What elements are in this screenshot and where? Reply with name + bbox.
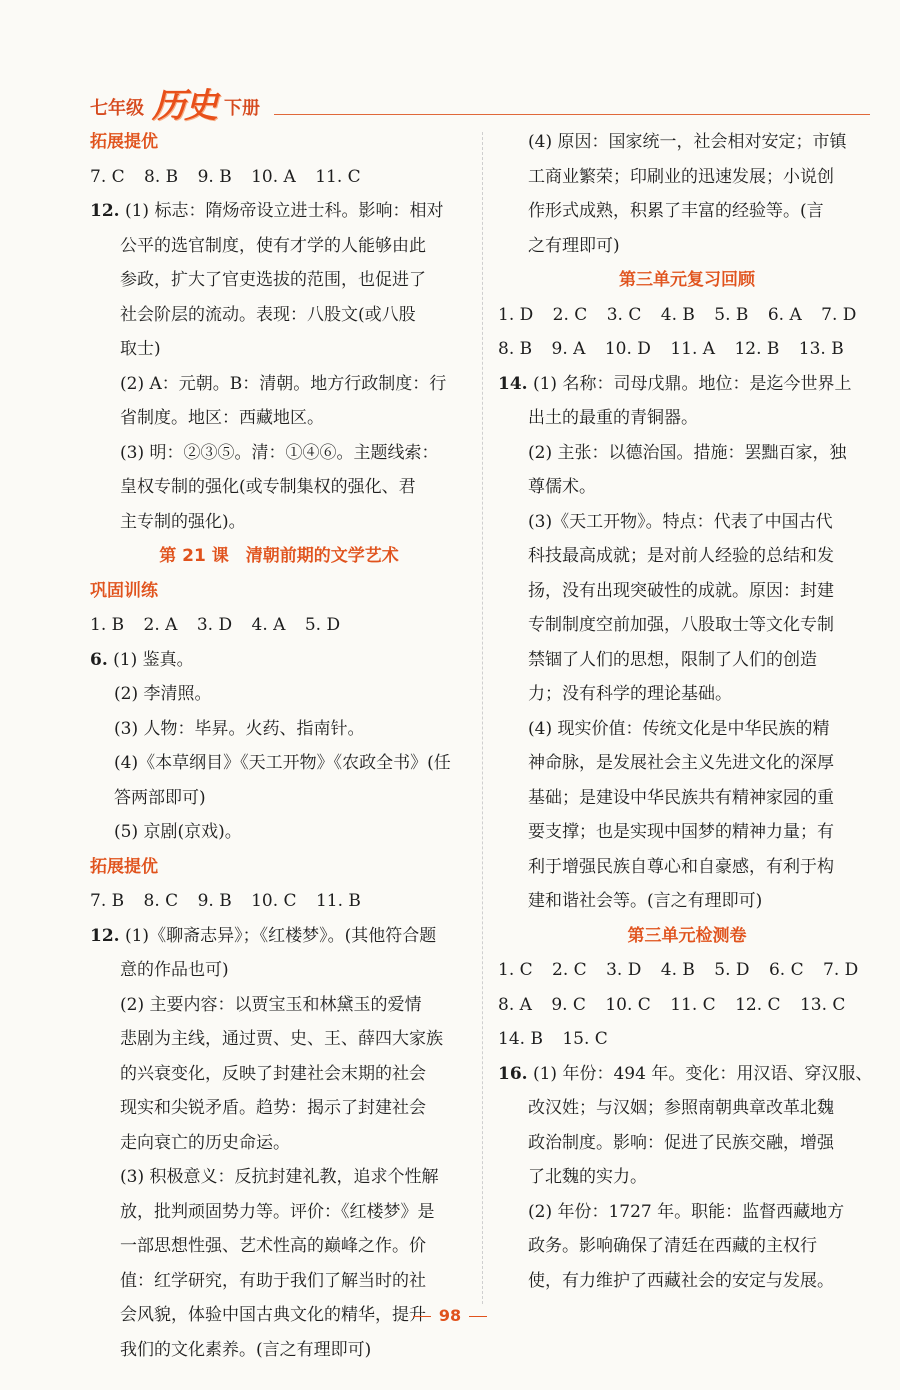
answer-text: (1) 鉴真。 [113, 649, 194, 670]
answer-item: 11. B [315, 891, 361, 911]
answer-line: 会风貌，体验中国古典文化的精华，提升 [120, 1305, 426, 1325]
answer-row [90, 160, 468, 195]
answer-item: 3. D [196, 615, 233, 635]
answer-line: 公平的选官制度，使有才学的人能够由此 [120, 235, 426, 256]
answer-row [498, 332, 876, 367]
answer-line: 省制度。地区：西藏地区。 [120, 408, 324, 428]
answer-line: (3) 人物：毕昇。火药、指南针。 [114, 718, 365, 739]
answer-line [90, 919, 468, 954]
answer-line: 基础；是建设中华民族共有精神家园的重 [528, 787, 834, 808]
answer-item: 1. C [498, 960, 533, 980]
answer-item: 11. C [315, 166, 361, 187]
answer-row [498, 953, 876, 988]
answer-line: (4) 现实价值：传统文化是中华民族的精 [528, 718, 830, 739]
answer-item: 2. A [143, 615, 178, 635]
answer-row [498, 1022, 876, 1057]
answer-line: 政务。影响确保了清廷在西藏的主权行 [528, 1236, 817, 1256]
answer-line: 我们的文化素养。(言之有理即可) [120, 1339, 372, 1360]
answer-line: (4) 原因：国家统一，社会相对安定；市镇 [528, 132, 847, 152]
answer-item: 7. D [823, 960, 859, 980]
answer-line: (2) 主要内容：以贾宝玉和林黛玉的爱情 [120, 994, 422, 1015]
answer-item: 10. C [605, 994, 651, 1015]
answer-line: (3)《天工开物》。特点：代表了中国古代 [528, 511, 833, 532]
answer-line: 神命脉，是发展社会主义先进文化的深厚 [528, 753, 834, 773]
answer-line: 扬，没有出现突破性的成就。原因：封建 [528, 580, 834, 601]
answer-item: 4. A [251, 615, 286, 635]
answer-line: (4)《本草纲目》《天工开物》《农政全书》(任 [114, 753, 451, 773]
section-title: 巩固训练 [90, 580, 158, 601]
answer-text: (1)《聊斋志异》；《红楼梦》。(其他符合题 [124, 925, 437, 946]
answer-line: 使，有力维护了西藏社会的安定与发展。 [528, 1270, 834, 1291]
footer-dash [413, 1316, 431, 1317]
answer-line: 意的作品也可) [120, 960, 229, 980]
answer-item: 8. B [498, 339, 533, 359]
answer-item: 7. D [821, 304, 857, 325]
answer-line: 答两部即可) [114, 787, 206, 808]
answer-text: (1) 名称：司母戊鼎。地位：是迄今世界上 [532, 373, 852, 394]
answer-line: 悲剧为主线，通过贾、史、王、薛四大家族 [120, 1029, 443, 1049]
header-rule [274, 114, 870, 115]
answer-line: 参政，扩大了官吏选拔的范围，也促进了 [120, 270, 426, 290]
answer-item: 5. D [714, 960, 750, 980]
section-title: 拓展提优 [90, 132, 158, 152]
answer-line: 出土的最重的青铜器。 [528, 408, 698, 428]
answer-item: 1. B [90, 615, 125, 635]
answer-line: 工商业繁荣；印刷业的迅速发展；小说创 [528, 166, 834, 187]
answer-item: 15. C [562, 1029, 608, 1049]
volume-label: 下册 [224, 98, 260, 119]
answer-line: (5) 京剧(京戏)。 [114, 822, 242, 842]
question-number: 12. [90, 925, 120, 946]
answer-item: 10. D [604, 339, 651, 359]
answer-item: 11. A [670, 339, 716, 359]
answer-item: 3. C [606, 304, 642, 325]
answer-line: (2) 年份：1727 年。职能：监督西藏地方 [528, 1201, 845, 1222]
answer-item: 5. B [714, 304, 749, 325]
answer-item: 4. B [660, 304, 695, 325]
answer-row [498, 988, 876, 1023]
answer-item: 10. C [251, 891, 297, 911]
answer-line: 政治制度。影响：促进了民族交融，增强 [528, 1132, 834, 1153]
answer-line: 作形式成熟，积累了丰富的经验等。(言 [528, 201, 824, 221]
grade-label: 七年级 [90, 98, 144, 119]
answer-line: (2) A：元朝。B：清朝。地方行政制度：行 [120, 373, 447, 394]
answer-item: 14. B [498, 1029, 543, 1049]
question-number: 12. [90, 201, 120, 221]
answer-item: 13. C [799, 994, 846, 1015]
answer-line: 现实和尖锐矛盾。趋势：揭示了封建社会 [120, 1098, 426, 1118]
answer-line: 一部思想性强、艺术性高的巅峰之作。价 [120, 1236, 426, 1256]
section-title: 拓展提优 [90, 856, 158, 877]
answer-line [498, 1057, 876, 1092]
answer-item: 8. B [144, 166, 179, 187]
answer-line: 专制制度空前加强，八股取士等文化专制 [528, 615, 834, 635]
answer-item: 12. C [735, 994, 781, 1015]
right-column [498, 125, 876, 1298]
answer-item: 2. C [552, 304, 588, 325]
question-number: 16. [498, 1063, 528, 1084]
unit-review-title: 第三单元复习回顾 [619, 270, 755, 290]
answer-line: 科技最高成就；是对前人经验的总结和发 [528, 546, 834, 566]
answer-line [498, 367, 876, 402]
answer-line: (3) 明：②③⑤。清：①④⑥。主题线索： [120, 442, 439, 463]
question-number: 14. [498, 373, 528, 394]
footer-dash [469, 1316, 487, 1317]
answer-line: 利于增强民族自尊心和自豪感，有利于构 [528, 856, 834, 877]
answer-text: (1) 年份：494 年。变化：用汉语、穿汉服、 [532, 1063, 873, 1084]
unit-test-title: 第三单元检测卷 [627, 925, 747, 946]
answer-item: 9. A [551, 339, 586, 359]
page-header [90, 78, 870, 126]
answer-item: 8. C [143, 891, 179, 911]
answer-line: (2) 主张：以德治国。措施：罢黜百家，独 [528, 442, 847, 463]
answer-item: 8. A [498, 994, 532, 1015]
answer-item: 2. C [552, 960, 587, 980]
answer-item: 13. B [798, 339, 844, 359]
answer-item: 7. B [90, 891, 125, 911]
answer-line: 主专制的强化)。 [120, 511, 246, 532]
left-column [90, 125, 468, 1367]
answer-line [90, 194, 468, 229]
answer-line: (3) 积极意义：反抗封建礼教，追求个性解 [120, 1167, 439, 1187]
answer-line: 尊儒术。 [528, 477, 596, 497]
answer-line: 放，批判顽固势力等。评价：《红楼梦》是 [120, 1201, 435, 1222]
question-number: 6. [90, 649, 108, 670]
answer-line [90, 643, 468, 678]
answer-line: 社会阶层的流动。表现：八股文(或八股 [120, 304, 416, 325]
answer-line: (2) 李清照。 [114, 684, 212, 704]
answer-item: 3. D [606, 960, 642, 980]
answer-item: 1. D [498, 304, 534, 325]
answer-line: 走向衰亡的历史命运。 [120, 1132, 290, 1153]
column-divider [482, 132, 483, 1304]
answer-line: 建和谐社会等。(言之有理即可) [528, 891, 763, 911]
answer-row [90, 884, 468, 919]
answer-item: 9. B [197, 166, 232, 187]
answer-item: 7. C [90, 166, 125, 187]
page-number: 98 [438, 1306, 462, 1325]
answer-item: 4. B [660, 960, 695, 980]
answer-line: 禁锢了人们的思想，限制了人们的创造 [528, 649, 817, 670]
lesson-title: 第 21 课 清朝前期的文学艺术 [159, 546, 399, 566]
answer-item: 9. B [197, 891, 232, 911]
answer-line: 的兴衰变化，反映了封建社会末期的社会 [120, 1063, 426, 1084]
answer-line: 取士) [120, 339, 161, 359]
answer-line: 改汉姓；与汉姻；参照南朝典章改革北魏 [528, 1098, 834, 1118]
answer-line: 力；没有科学的理论基础。 [528, 684, 732, 704]
answer-item: 6. C [768, 960, 804, 980]
answer-line: 要支撑；也是实现中国梦的精神力量；有 [528, 822, 834, 842]
answer-line: 之有理即可) [528, 235, 620, 256]
answer-item: 10. A [251, 166, 296, 187]
answer-line: 皇权专制的强化(或专制集权的强化、君 [120, 477, 416, 497]
answer-item: 6. A [767, 304, 802, 325]
answer-text: (1) 标志：隋炀帝设立进士科。影响：相对 [124, 201, 444, 221]
subject-label: 历史 [152, 86, 216, 126]
answer-line: 了北魏的实力。 [528, 1167, 647, 1187]
answer-row [90, 608, 468, 643]
answer-line: 值：红学研究，有助于我们了解当时的社 [120, 1270, 426, 1291]
answer-row [498, 298, 876, 333]
answer-item: 12. B [734, 339, 780, 359]
page-footer [0, 1306, 900, 1325]
answer-item: 5. D [304, 615, 341, 635]
answer-item: 9. C [551, 994, 586, 1015]
answer-item: 11. C [670, 994, 716, 1015]
